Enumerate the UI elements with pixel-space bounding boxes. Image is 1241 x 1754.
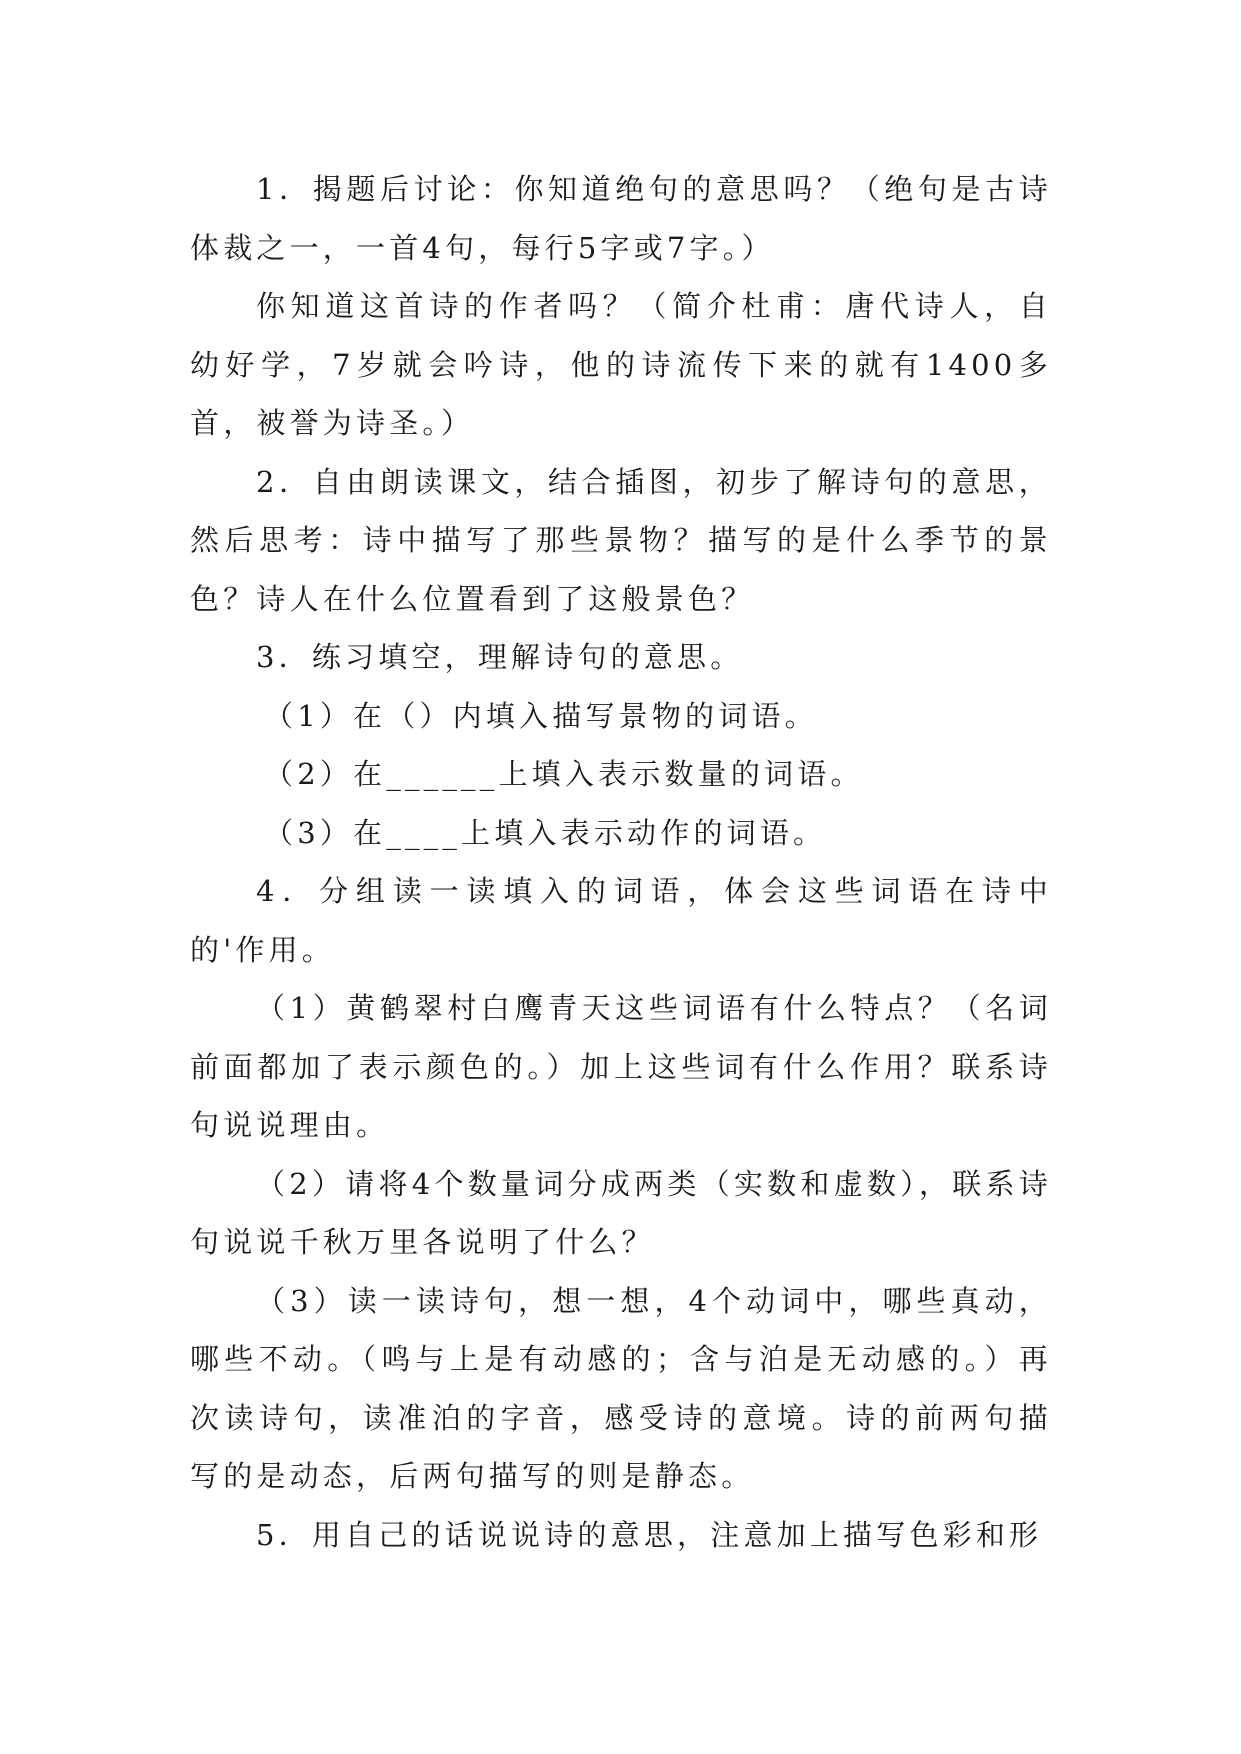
paragraph-own-words: 5．用自己的话说说诗的意思，注意加上描写色彩和形 bbox=[256, 1517, 1043, 1552]
document-body bbox=[190, 160, 1052, 1564]
paragraph-action-words: （3）读一读诗句，想一想，4个动词中，哪些真动，哪些不动。（鸣与上是有动感的；含与泊是无动感的。）再次读诗句，读准泊的字音，感受诗的意境。诗的前两句描写的是动态，后两句描写的则是静态。 bbox=[190, 1283, 1052, 1493]
paragraph-fill-blanks: 3．练习填空，理解诗句的意思。 bbox=[256, 640, 744, 674]
paragraph-topic-discussion: 1．揭题后讨论：你知道绝句的意思吗？（绝句是古诗体裁之一，一首4句，每行5字或7字。） bbox=[190, 172, 1052, 265]
paragraph-fill-item-1: （1）在（）内填入描写景物的词语。 bbox=[264, 698, 818, 733]
paragraph-fill-item-3: （3）在____上填入表示动作的词语。 bbox=[264, 815, 827, 850]
paragraph-free-reading: 2．自由朗读课文，结合插图，初步了解诗句的意思，然后思考：诗中描写了那些景物？描写的是什么季节的景色？诗人在什么位置看到了这般景色？ bbox=[190, 464, 1052, 616]
paragraph-color-words: （1）黄鹤翠村白鹰青天这些词语有什么特点？（名词前面都加了表示颜色的。）加上这些词有什么作用？联系诗句说说理由。 bbox=[190, 991, 1052, 1142]
paragraph-number-words: （2）请将4个数量词分成两类（实数和虚数），联系诗句说说千秋万里各说明了什么？ bbox=[190, 1166, 1052, 1259]
paragraph-fill-item-2: （2）在______上填入表示数量的词语。 bbox=[264, 757, 864, 791]
paragraph-author-intro: 你知道这首诗的作者吗？（简介杜甫：唐代诗人，自幼好学，7岁就会吟诗，他的诗流传下来的就有1400多首，被誉为诗圣。） bbox=[190, 289, 1052, 440]
paragraph-group-reading: 4．分组读一读填入的词语，体会这些词语在诗中的'作用。 bbox=[190, 874, 1052, 967]
